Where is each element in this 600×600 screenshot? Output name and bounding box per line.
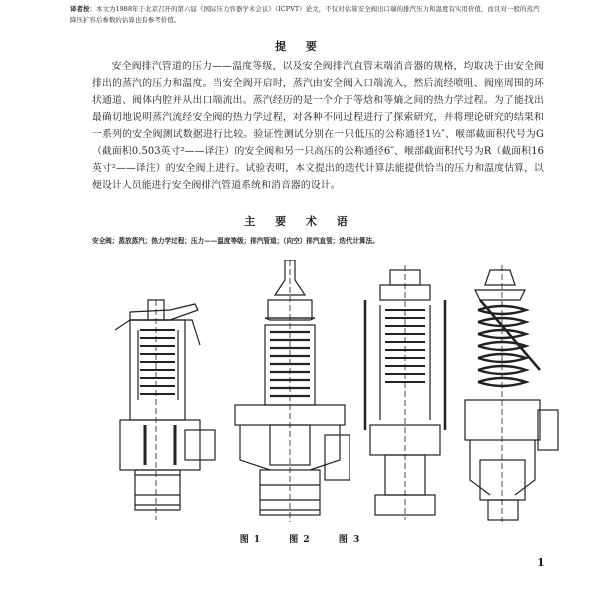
terms-list: 安全阀；蒸放蒸汽；热力学过程；压力——温度等级；排汽管道；（向空）排汽直管；迭代计算法。: [92, 237, 379, 245]
figure-1-valve-drawing: [100, 260, 220, 525]
translator-note-text: 本文为1988年于北京召开的第六届《国际压力容器学术会议》（ICPVT）论文，不仅对估算安全阀出口端的排汽压力和温度有实用价值，而且对一般的蒸汽降压扩容后参数的估算也有参考价值。: [70, 5, 540, 24]
abstract-body: [92, 58, 544, 194]
abstract-heading: 提 要: [275, 40, 325, 53]
figure-2-valve-drawing: [230, 260, 350, 525]
figure-3-valve-drawing-left: [360, 260, 450, 525]
translator-note-label: 译者按：: [70, 5, 96, 13]
abstract-paragraph: 安全阀排汽管道的压力——温度等级，以及安全阀排汽直管末端消音器的规格，均取决于由安全阀排出的蒸汽的压力和温度。当安全阀开启时，蒸汽由安全阀入口端流入，然后流经喷咀、阀座周围的环状通道、阀体内腔并从出口端流出。蒸汽经历的是一个介于等焓和等熵之间的热力学过程。为了能找出最确切地说明蒸汽流经安全阀的热力学过程，对各种不同过程进行了探索研究，并将理论研究的结果和一系列的安全阀测试数据进行比较。验证性测试分别在一只低压的公称通径1½″、喉部截面积代号为G（截面积0.503英寸²——译注）的安全阀和另一只高压的公称通径6″、喉部截面积代号为R（截面积16英寸²——译注）的安全阀上进行。试验表明，本文提出的迭代计算法能提供恰当的压力和温度估算，以便设计人员能进行安全阀排汽管道系统和消音器的设计。: [92, 61, 544, 191]
figure-3-caption: 图 3: [338, 535, 361, 545]
translator-note: [70, 4, 540, 26]
figure-2-caption: 图 2: [289, 535, 311, 545]
figure-1-caption: 图 1: [239, 535, 262, 545]
figure-panel: [90, 260, 560, 525]
figure-3-valve-drawing-right: [450, 260, 560, 525]
page-number: 1: [537, 556, 545, 569]
figure-captions: [0, 532, 600, 545]
terms-heading: 主 要 术 语: [244, 215, 356, 228]
